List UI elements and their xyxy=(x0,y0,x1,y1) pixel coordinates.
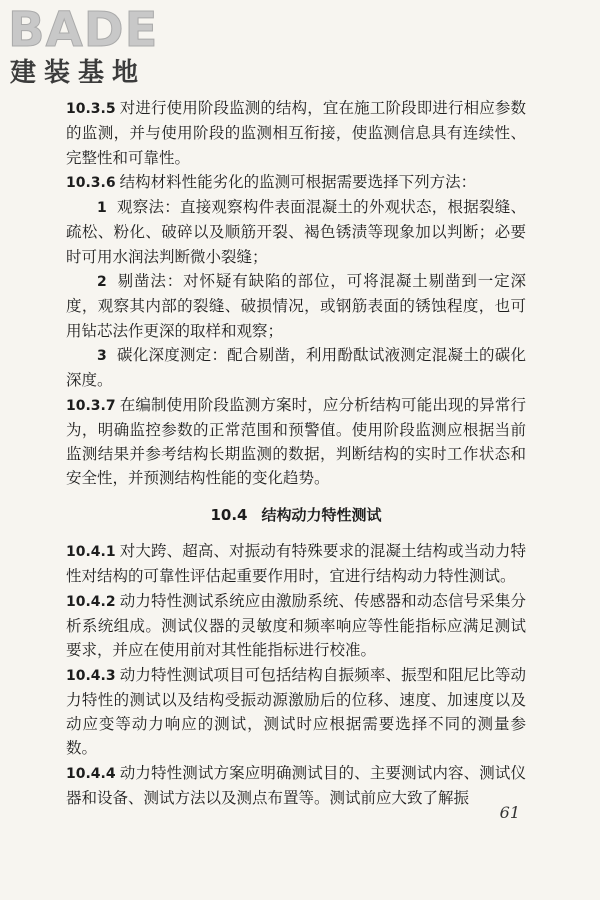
logo-subtitle: 建装基地 xyxy=(10,58,147,88)
clause-number: 10.3.6 xyxy=(66,174,116,191)
clause-10-4-4 xyxy=(66,761,526,811)
item-number: 2 xyxy=(97,274,107,291)
section-title-text: 结构动力特性测试 xyxy=(261,505,382,524)
clause-number: 10.4.3 xyxy=(66,667,116,684)
clause-number: 10.4.2 xyxy=(66,593,116,610)
clause-text: 对大跨、超高、对振动有特殊要求的混凝土结构或当动力特性对结构的可靠性评估起重要作用时，宜进行结构动力特性测试。 xyxy=(66,542,526,586)
clause-10-4-3 xyxy=(66,663,526,761)
section-number: 10.4 xyxy=(210,505,248,524)
clause-number: 10.4.1 xyxy=(66,544,116,561)
clause-10-3-5 xyxy=(66,96,526,170)
clause-10-3-7 xyxy=(66,393,526,491)
clause-text: 动力特性测试系统应由激励系统、传感器和动态信号采集分析系统组成。测试仪器的灵敏度和频率响应等性能指标应满足测试要求，并应在使用前对其性能指标进行校准。 xyxy=(66,591,526,660)
item-text: ：配合剔凿，利用酚酞试液测定混凝土的碳化深度。 xyxy=(66,345,526,390)
clause-10-3-6 xyxy=(66,170,526,195)
clause-text: 动力特性测试方案应明确测试目的、主要测试内容、测试仪器和设备、测试方法以及测点布置等。测试前应大致了解振 xyxy=(66,763,526,808)
logo-mark: BADE xyxy=(8,2,159,58)
clause-text: 在编制使用阶段监测方案时，应分析结构可能出现的异常行为，明确监控参数的正常范围和预警值。使用阶段监测应根据当前监测结果并参考结构长期监测的数据，判断结构的实时工作状态和安全性，并预测结构性能的变化趋势。 xyxy=(66,395,526,488)
item-term: 剔凿法 xyxy=(116,272,167,291)
item-text: ：对怀疑有缺陷的部位，可将混凝土剔凿到一定深度，观察其内部的裂缝、破损情况，或钢筋表面的锈蚀程度，也可用钻芯法作更深的取样和观察； xyxy=(66,272,526,340)
clause-text: 结构材料性能劣化的监测可根据需要选择下列方法： xyxy=(119,172,477,191)
item-text: ：直接观察构件表面混凝土的外观状态，根据裂缝、疏松、粉化、破碎以及顺筋开裂、褐色锈渍等现象加以判断；必要时可用水润法判断微小裂缝； xyxy=(66,198,526,266)
bade-logo xyxy=(8,2,178,92)
clause-number: 10.3.5 xyxy=(66,101,116,117)
item-term: 观察法 xyxy=(116,198,165,217)
list-item-2 xyxy=(66,269,526,343)
list-item-1 xyxy=(66,195,526,269)
clause-10-4-1 xyxy=(66,539,526,589)
item-number: 1 xyxy=(97,200,107,217)
item-number: 3 xyxy=(97,347,107,364)
clause-number: 10.4.4 xyxy=(66,765,116,782)
clause-number: 10.3.7 xyxy=(66,397,116,414)
page-number: 61 xyxy=(499,803,520,822)
clause-text: 对进行使用阶段监测的结构，宜在施工阶段即进行相应参数的监测，并与使用阶段的监测相互衔接，使监测信息具有连续性、完整性和可靠性。 xyxy=(66,99,526,167)
list-item-3 xyxy=(66,343,526,393)
clause-10-4-2 xyxy=(66,589,526,663)
item-term: 碳化深度测定 xyxy=(116,345,212,364)
page-body xyxy=(66,96,526,810)
clause-text: 动力特性测试项目可包括结构自振频率、振型和阻尼比等动力特性的测试以及结构受振动源激励后的位移、速度、加速度以及动应变等动力响应的测试，测试时应根据需要选择不同的测量参数。 xyxy=(66,665,526,758)
section-heading xyxy=(66,503,526,527)
